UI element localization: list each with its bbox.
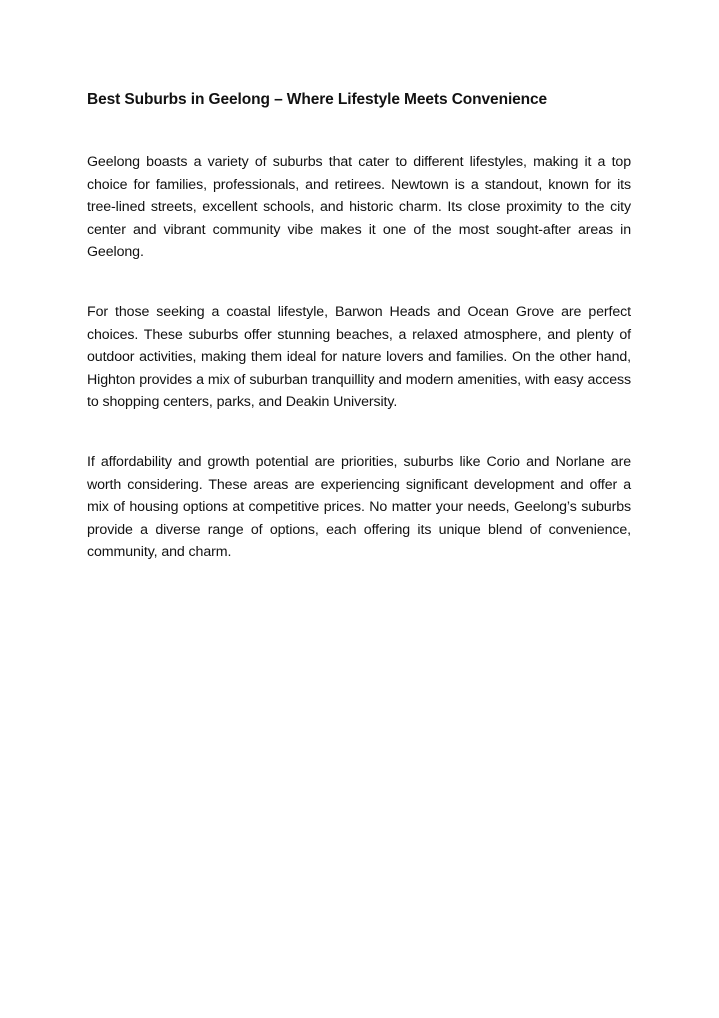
paragraph-coastal: For those seeking a coastal lifestyle, Barwon Heads and Ocean Grove are perfect choices. These suburbs offer stunning beaches, a relaxed atmosphere, and plenty of outdoor activities, making them ideal for nature lovers and families. On the other hand, Highton provides a mix of suburban tranquillity and modern amenities, with easy access to shopping centers, parks, and Deakin University.: [87, 303, 631, 411]
paragraph-intro: Geelong boasts a variety of suburbs that cater to different lifestyles, making it a top choice for families, professionals, and retirees. Newtown is a standout, known for its tree-lined streets, excellent schools, and historic charm. Its close proximity to the city center and vibrant community vibe makes it one of the most sought-after areas in Geelong.: [87, 154, 631, 261]
document-title: Best Suburbs in Geelong – Where Lifestyle Meets Convenience: [87, 91, 548, 108]
paragraph-affordability: If affordability and growth potential are priorities, suburbs like Corio and Norlane are worth considering. These areas are experiencing significant development and offer a mix of housing options at competitive prices. No matter your needs, Geelong’s suburbs provide a diverse range of options, each offering its unique blend of convenience, community, and charm.: [87, 453, 631, 561]
document-body: [87, 89, 631, 564]
